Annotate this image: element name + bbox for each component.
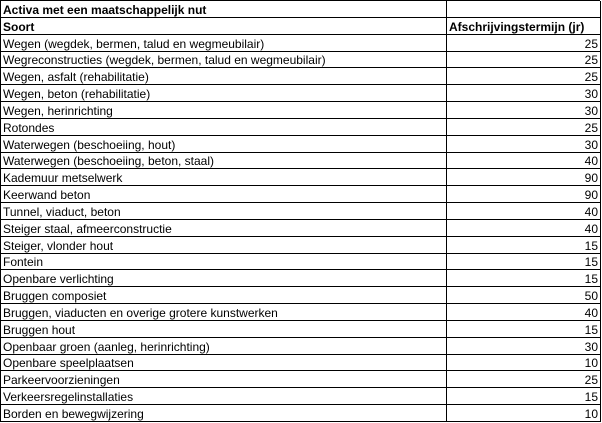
empty-cell[interactable] (447, 1, 601, 18)
cell-soort[interactable]: Kademuur metselwerk (1, 169, 447, 186)
cell-soort[interactable]: Parkeervoorzieningen (1, 371, 447, 388)
table-title[interactable]: Activa met een maatschappelijk nut (1, 1, 447, 18)
cell-termijn[interactable]: 90 (447, 169, 601, 186)
cell-soort[interactable]: Fontein (1, 254, 447, 271)
cell-soort[interactable]: Waterwegen (beschoeiing, hout) (1, 136, 447, 153)
cell-soort[interactable]: Tunnel, viaduct, beton (1, 203, 447, 220)
cell-termijn[interactable]: 40 (447, 153, 601, 170)
header-termijn[interactable]: Afschrijvingstermijn (jr) (447, 18, 601, 35)
cell-soort[interactable]: Rotondes (1, 119, 447, 136)
cell-soort[interactable]: Waterwegen (beschoeiing, beton, staal) (1, 153, 447, 170)
cell-soort[interactable]: Wegen, asfalt (rehabilitatie) (1, 68, 447, 85)
cell-termijn[interactable]: 10 (447, 405, 601, 422)
cell-termijn[interactable]: 25 (447, 35, 601, 52)
cell-termijn[interactable]: 15 (447, 388, 601, 405)
cell-termijn[interactable]: 25 (447, 52, 601, 69)
cell-termijn[interactable]: 15 (447, 237, 601, 254)
cell-soort[interactable]: Borden en bewegwijzering (1, 405, 447, 422)
cell-termijn[interactable]: 30 (447, 102, 601, 119)
cell-termijn[interactable]: 25 (447, 68, 601, 85)
cell-soort[interactable]: Wegen, beton (rehabilitatie) (1, 85, 447, 102)
cell-termijn[interactable]: 90 (447, 186, 601, 203)
cell-soort[interactable]: Openbaar groen (aanleg, herinrichting) (1, 338, 447, 355)
cell-soort[interactable]: Steiger staal, afmeerconstructie (1, 220, 447, 237)
cell-soort[interactable]: Steiger, vlonder hout (1, 237, 447, 254)
cell-termijn[interactable]: 15 (447, 321, 601, 338)
cell-termijn[interactable]: 30 (447, 136, 601, 153)
cell-termijn[interactable]: 25 (447, 371, 601, 388)
cell-soort[interactable]: Wegreconstructies (wegdek, bermen, talud en wegmeubilair) (1, 52, 447, 69)
cell-termijn[interactable]: 30 (447, 85, 601, 102)
header-soort[interactable]: Soort (1, 18, 447, 35)
cell-soort[interactable]: Bruggen hout (1, 321, 447, 338)
cell-termijn[interactable]: 10 (447, 355, 601, 372)
cell-termijn[interactable]: 40 (447, 304, 601, 321)
cell-soort[interactable]: Verkeersregelinstallaties (1, 388, 447, 405)
cell-termijn[interactable]: 50 (447, 287, 601, 304)
cell-termijn[interactable]: 15 (447, 254, 601, 271)
cell-soort[interactable]: Wegen, herinrichting (1, 102, 447, 119)
cell-termijn[interactable]: 40 (447, 220, 601, 237)
cell-termijn[interactable]: 25 (447, 119, 601, 136)
cell-soort[interactable]: Wegen (wegdek, bermen, talud en wegmeubilair) (1, 35, 447, 52)
cell-soort[interactable]: Openbare speelplaatsen (1, 355, 447, 372)
cell-soort[interactable]: Keerwand beton (1, 186, 447, 203)
cell-termijn[interactable]: 40 (447, 203, 601, 220)
cell-soort[interactable]: Bruggen, viaducten en overige grotere kunstwerken (1, 304, 447, 321)
cell-soort[interactable]: Bruggen composiet (1, 287, 447, 304)
cell-termijn[interactable]: 15 (447, 270, 601, 287)
cell-termijn[interactable]: 30 (447, 338, 601, 355)
cell-soort[interactable]: Openbare verlichting (1, 270, 447, 287)
